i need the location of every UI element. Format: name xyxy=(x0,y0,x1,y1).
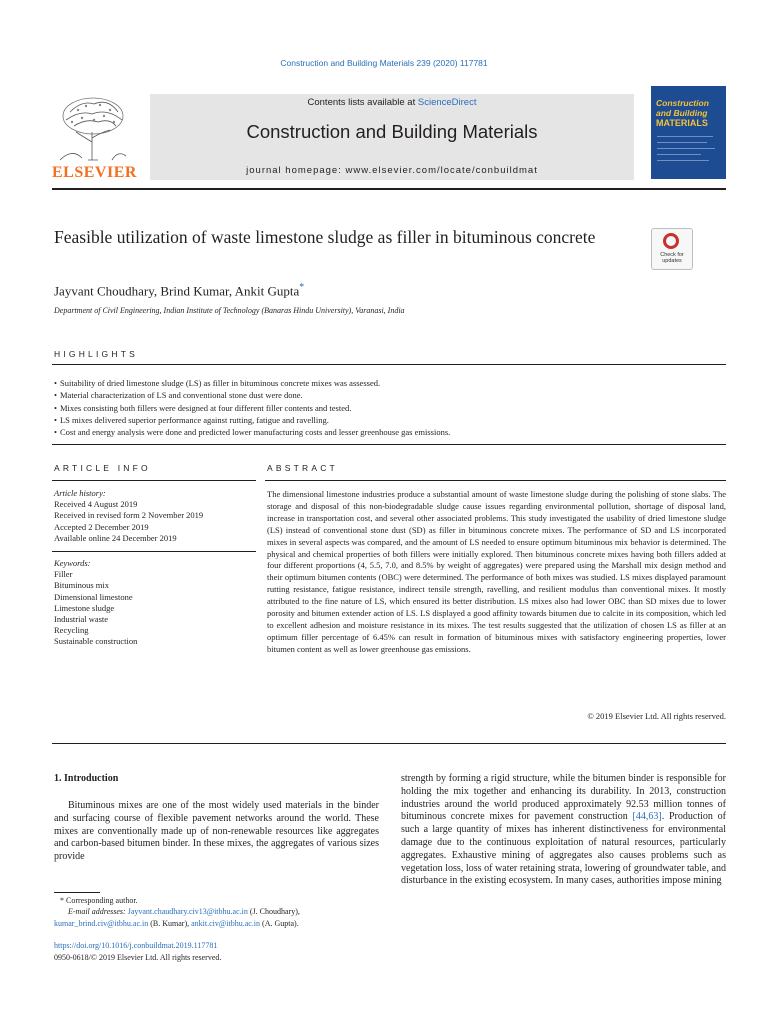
doi-block xyxy=(54,940,221,963)
check-for-updates-badge[interactable]: Check for updates xyxy=(651,228,693,270)
history-item: Received 4 August 2019 xyxy=(54,499,138,510)
corresponding-author-link[interactable]: * xyxy=(299,282,305,293)
keywords: Keywords: Filler Bituminous mix Dimensional limestone Limestone sludge Industrial waste Recycling Sustainable construction xyxy=(54,558,254,648)
history-item: Accepted 2 December 2019 xyxy=(54,521,149,532)
abstract-divider xyxy=(265,480,726,481)
journal-homepage: journal homepage: www.elsevier.com/locate/conbuildmat xyxy=(246,165,538,176)
body-divider xyxy=(52,743,726,744)
keyword: Limestone sludge xyxy=(54,602,115,613)
abstract-copyright: © 2019 Elsevier Ltd. All rights reserved. xyxy=(587,711,726,721)
section-divider xyxy=(52,444,726,445)
keywords-divider xyxy=(52,551,256,552)
reference-link[interactable]: [44,63] xyxy=(632,811,662,823)
keyword: Filler xyxy=(54,569,73,580)
cover-title: Construction and Building MATERIALS xyxy=(656,98,709,128)
keyword: Bituminous mix xyxy=(54,580,110,591)
footnote-divider xyxy=(54,892,100,893)
doi-link[interactable]: https://doi.org/10.1016/j.conbuildmat.2019.117781 xyxy=(54,941,218,950)
homepage-link[interactable]: www.elsevier.com/locate/conbuildmat xyxy=(345,165,538,176)
abstract-heading: ABSTRACT xyxy=(267,463,338,473)
email-link[interactable]: ankit.civ@itbhu.ac.in xyxy=(191,918,261,928)
contents-line: Contents lists available at ScienceDirect xyxy=(307,97,477,108)
article-info-heading: ARTICLE INFO xyxy=(54,463,151,473)
check-icon xyxy=(663,233,679,249)
highlight-item: • Suitability of dried limestone sludge (LS) as filler in bituminous concrete mixes was assessed. xyxy=(54,377,726,389)
keyword: Sustainable construction xyxy=(54,636,138,647)
abstract-text: The dimensional limestone industries produce a substantial amount of waste limestone sludge during the polishing of stone slabs. The storage and disposal of this non-biodegradable sludge cause issues regarding environmental pollution, shortage of disposal land, increase in transportation cost, and several other associated problems. This study investigated the usability of dried limestone sludge (LS) instead of conventional stone dust (SD) as filler in bituminous concrete mixes. The performance of SD and LS incorporated mixes in several aspects was compared, and the amount of LS needed to ensure optimum bituminous mix behavior is determined. The physical and chemical properties of both fillers were initially explored. Then bituminous concrete mixes having both fillers added at four different proportions (4, 5.5, 7.0, and 8.5% by weight of aggregates) were prepared using the Marshall mix design method and their optimum bitumen contents (OBC) were determined. The performance of both mixes was studied. LS mixes displayed paramount rutting resistance, fatigue resistance, indirect tensile strength, ravelling, and resilient modulus than conventional mixes. It mostly attributed to the fine nature of LS, which ensured its better distribution. LS mixes also had lower OBC than SD mixes due to lower porosity and bitumen extender action of LS. LS displayed a good affinity towards bitumen due to calcite in its composition, which led to excellent adhesion and moisture resistance in its mixes. The test results suggested that the utilization of chosen LS as filler at an optimum filler percentage of 6.45% can result in formation of bituminous mixes with satisfactory engineering properties, lower bitumen content as well as lower greenhouse gas emissions. xyxy=(267,489,726,654)
highlight-item: • LS mixes delivered superior performance against rutting, fatigue and ravelling. xyxy=(54,414,726,426)
journal-banner xyxy=(150,94,634,180)
keyword: Recycling xyxy=(54,625,89,636)
article-history: Article history: Received 4 August 2019 Received in revised form 2 November 2019 Accepted 2 December 2019 Available online 24 December 2019 xyxy=(54,488,254,544)
issn-line: 0950-0618/© 2019 Elsevier Ltd. All rights reserved. xyxy=(54,952,222,962)
highlight-item: • Material characterization of LS and conventional stone dust were done. xyxy=(54,389,726,401)
footnote: * Corresponding author. E-mail addresses: Jayvant.chaudhary.civ13@itbhu.ac.in (J. Choudhary), kumar_brind.civ@itbhu.ac.in (B. Kumar), ankit.civ@itbhu.ac.in (A. Gupta). xyxy=(54,896,300,928)
intro-paragraph-right: strength by forming a rigid structure, while the bitumen binder is responsible for holding the mix together and enhancing its durability. In 2013, construction industries around the world produced approximately 92.53 million tonnes of bituminous concrete mixes for pavement construction [44,63]. Production of such a large quantity of mixes has inherent distinctiveness for environmental damage due to the continuous exploitation of natural resources, particularly aggregates. Exhaustive mining of aggregates also causes problems such as vegetation loss, loss of water retaining strata, lowering of groundwater table, and disturbance in the existing ecosystem. In many cases, authorities impose mining xyxy=(401,773,726,887)
author-list: Jayvant Choudhary, Brind Kumar, Ankit Gupta* xyxy=(54,282,305,299)
intro-paragraph-left: Bituminous mixes are one of the most widely used materials in the binder and surfacing course of flexible pavement networks around the world. These mixes are conventionally made up of non-renewable resources like aggregates and carbon-based bitumen binder. In these mixes, the aggregates of various sizes provide xyxy=(54,800,379,863)
article-info-divider xyxy=(52,480,256,481)
email-link[interactable]: Jayvant.chaudhary.civ13@itbhu.ac.in xyxy=(127,907,248,917)
keyword: Dimensional limestone xyxy=(54,591,133,602)
sciencedirect-link[interactable]: ScienceDirect xyxy=(417,97,477,108)
highlight-item: • Cost and energy analysis were done and predicted lower manufacturing costs and lesser greenhouse gas emissions. xyxy=(54,426,726,438)
elsevier-logo[interactable] xyxy=(52,92,137,182)
journal-cover[interactable] xyxy=(651,86,726,179)
highlights-heading: HIGHLIGHTS xyxy=(54,349,138,359)
journal-title: Construction and Building Materials xyxy=(246,121,538,142)
header-divider xyxy=(52,188,726,190)
section-heading: 1. Introduction xyxy=(54,773,119,784)
keyword: Industrial waste xyxy=(54,614,109,625)
highlight-item: • Mixes consisting both fillers were designed at four different filler contents and tested. xyxy=(54,402,726,414)
email-link[interactable]: kumar_brind.civ@itbhu.ac.in xyxy=(54,918,149,928)
highlights-list xyxy=(54,377,726,438)
tree-icon xyxy=(52,92,134,164)
history-item: Available online 24 December 2019 xyxy=(54,532,177,543)
publisher-name: ELSEVIER xyxy=(52,164,137,181)
highlights-divider xyxy=(52,364,726,365)
affiliation: Department of Civil Engineering, Indian Institute of Technology (Banaras Hindu University), Varanasi, India xyxy=(54,306,405,315)
journal-citation[interactable]: Construction and Building Materials 239 (2020) 117781 xyxy=(280,58,488,68)
article-title: Feasible utilization of waste limestone sludge as filler in bituminous concrete xyxy=(54,227,596,247)
history-item: Received in revised form 2 November 2019 xyxy=(54,510,204,521)
